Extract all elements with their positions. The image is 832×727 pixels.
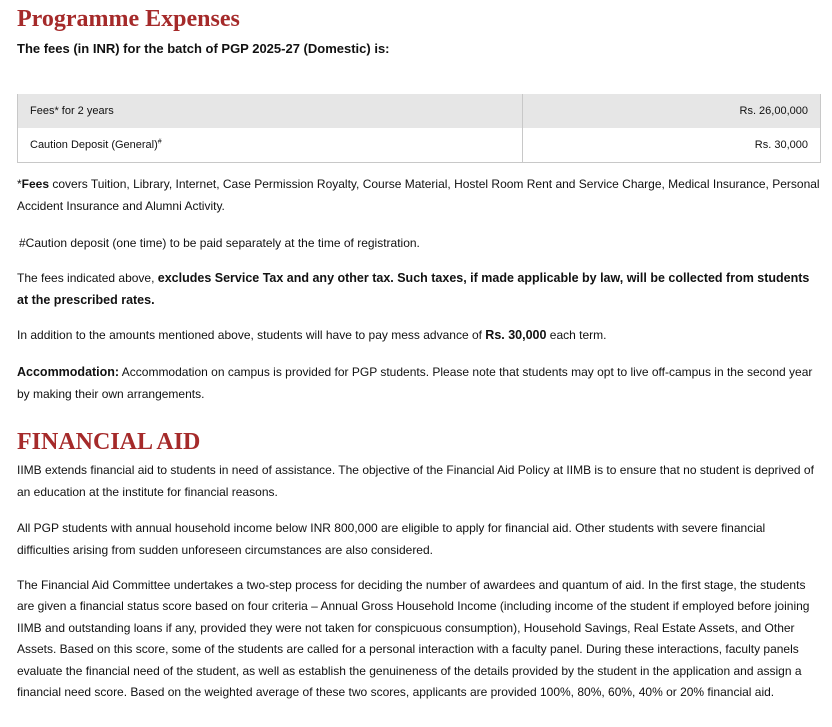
fee-label-cell: [18, 94, 523, 128]
fee-label-cell: [18, 128, 523, 163]
accommodation-text: Accommodation on campus is provided for PGP students. Please note that students may opt to live off-campus in the second year by making their own arrangements.: [17, 365, 813, 401]
fees-table: [17, 94, 821, 163]
fee-label: Fees* for 2 years: [30, 105, 114, 117]
tax-note-bold: excludes Service Tax and any other tax. Such taxes, if made applicable by law, will be collected from students at the prescribed rates.: [17, 271, 810, 307]
mess-amount: Rs. 30,000: [485, 328, 547, 342]
financial-aid-paragraph: IIMB extends financial aid to students in need of assistance. The objective of the Financial Aid Policy at IIMB is to ensure that no student is deprived of an education at the institute for financial reasons.: [17, 463, 814, 499]
fees-coverage-text: covers Tuition, Library, Internet, Case Permission Royalty, Course Material, Hostel Room Rent and Service Charge, Medical Insurance, Personal Accident Insurance and Alumni Activity.: [17, 177, 820, 213]
financial-aid-heading: FINANCIAL AID: [17, 429, 201, 455]
table-row: [18, 94, 821, 128]
accommodation-label: Accommodation:: [17, 365, 120, 379]
fees-bold-label: Fees: [21, 177, 50, 191]
caution-deposit-note: #Caution deposit (one time) to be paid separately at the time of registration.: [19, 236, 420, 250]
table-row: [18, 128, 821, 163]
mess-text-before: In addition to the amounts mentioned above, students will have to pay mess advance of: [17, 328, 486, 342]
financial-aid-eligibility-paragraph: All PGP students with annual household income below INR 800,000 are eligible to apply for financial aid. Other students with severe financial difficulties arising from sudden unforeseen circumstances are also considered.: [17, 521, 766, 557]
footnote-asterisk: *: [17, 177, 22, 191]
fee-amount-cell: Rs. 30,000: [523, 128, 821, 163]
fee-amount-cell: Rs. 26,00,000: [523, 94, 821, 128]
programme-expenses-heading: Programme Expenses: [17, 6, 240, 32]
fees-coverage-note: [17, 173, 821, 217]
financial-aid-process-paragraph: The Financial Aid Committee undertakes a two-step process for deciding the number of awardees and quantum of aid. In the first stage, the students are given a financial status score based on four criteria – Annual Gross Household Income (including income of the student if employed before joining IIMB and outstanding loans if any, provided they were not taken for conspicuous consumption), Household Savings, Real Estate Assets, and Other Assets. Based on this score, some of the students are called for a personal interaction with a faculty panel. During these interactions, faculty panels evaluate the financial need of the student, as well as establish the genuineness of the details provided by the student in the application and assign a financial need score. Based on the weighted average of these two scores, applicants are provided 100%, 80%, 60%, 40% or 20% financial aid.: [17, 578, 810, 700]
tax-note: [17, 267, 821, 311]
fees-batch-subtitle: The fees (in INR) for the batch of PGP 2025-27 (Domestic) is:: [17, 41, 390, 56]
mess-text-after: each term.: [546, 328, 607, 342]
fee-label: Caution Deposit (General): [30, 139, 158, 151]
tax-note-text: The fees indicated above,: [17, 271, 158, 285]
footnote-marker: #: [157, 138, 162, 146]
accommodation-note: [17, 361, 821, 405]
mess-advance-note: [17, 324, 821, 346]
